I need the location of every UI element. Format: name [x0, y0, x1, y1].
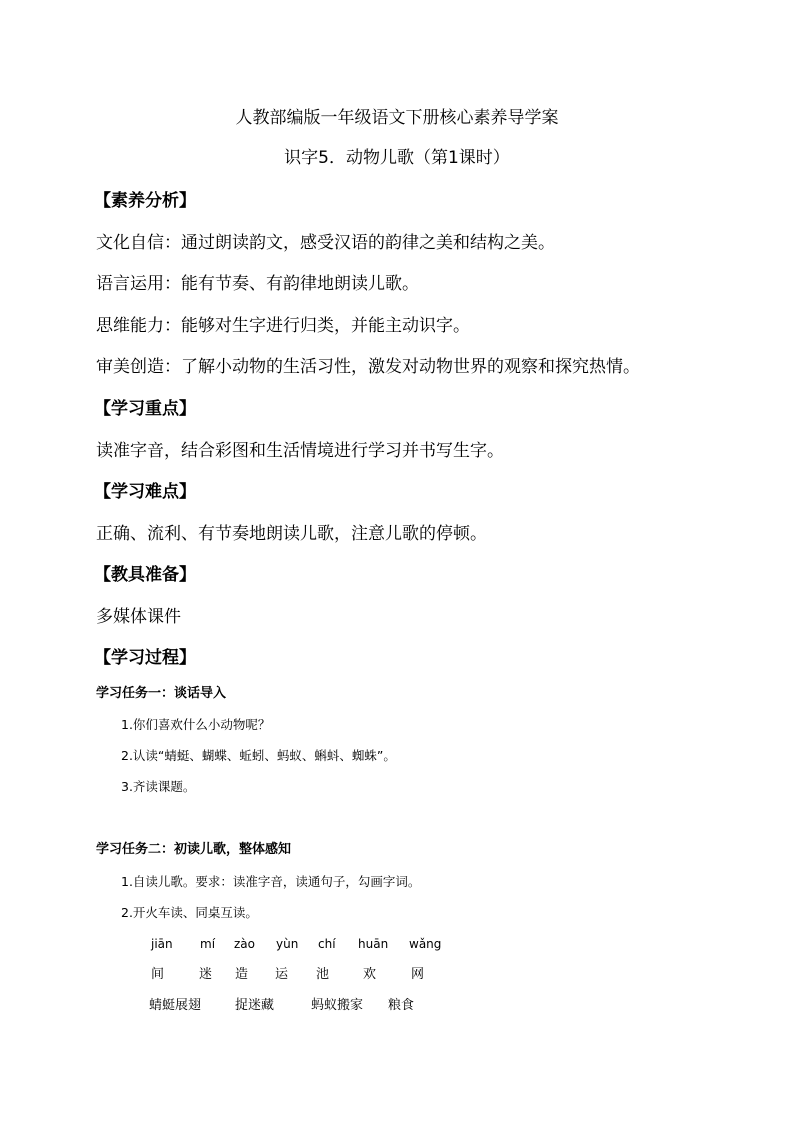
- word-liangshi: 粮食: [388, 998, 415, 1013]
- character-chi: 池: [316, 967, 330, 982]
- pinyin-mi: mí: [200, 937, 216, 951]
- task1-step-2: 2.认读“蜻蜓、蝴蝶、蚯蚓、蚂蚁、蝌蚪、蜘蛛”。: [121, 748, 396, 763]
- section-heading-materials: 【教具准备】: [94, 565, 196, 585]
- section-heading-key-points: 【学习重点】: [94, 399, 196, 419]
- character-wang: 网: [411, 967, 425, 982]
- section-heading-difficulties: 【学习难点】: [94, 482, 196, 502]
- character-mi: 迷: [199, 967, 213, 982]
- pinyin-huan: huān: [358, 937, 389, 951]
- task2-step-2: 2.开火车读、同桌互读。: [121, 905, 258, 920]
- word-mayi-banjia: 蚂蚁搬家: [311, 998, 364, 1013]
- task1-heading: 学习任务一：谈话导入: [96, 686, 227, 701]
- literacy-line-aesthetic: 审美创造：了解小动物的生活习性，激发对动物世界的观察和探究热情。: [96, 357, 640, 377]
- character-huan: 欢: [363, 967, 377, 982]
- literacy-line-language: 语言运用：能有节奏、有韵律地朗读儿歌。: [96, 274, 419, 294]
- section-heading-process: 【学习过程】: [94, 648, 196, 668]
- task2-heading: 学习任务二：初读儿歌，整体感知: [96, 842, 292, 857]
- literacy-line-culture: 文化自信：通过朗读韵文，感受汉语的韵律之美和结构之美。: [96, 233, 555, 253]
- pinyin-chi: chí: [318, 937, 336, 951]
- character-yun: 运: [275, 967, 289, 982]
- pinyin-zao: zào: [234, 937, 255, 951]
- section-heading-literacy: 【素养分析】: [94, 191, 196, 211]
- document-subtitle: 识字5．动物儿歌（第1课时）: [284, 148, 510, 168]
- character-jian: 间: [151, 967, 165, 982]
- key-points-text: 读准字音，结合彩图和生活情境进行学习并书写生字。: [96, 441, 504, 461]
- task1-step-1: 1.你们喜欢什么小动物呢？: [121, 717, 271, 732]
- word-qingting-zhanchi: 蜻蜓展翅: [149, 998, 202, 1013]
- difficulties-text: 正确、流利、有节奏地朗读儿歌，注意儿歌的停顿。: [96, 524, 487, 544]
- word-zhuomicang: 捉迷藏: [235, 998, 275, 1013]
- literacy-line-thinking: 思维能力：能够对生字进行归类，并能主动识字。: [96, 316, 470, 336]
- task2-step-1: 1.自读儿歌。要求：读准字音，读通句子，勾画字词。: [121, 874, 421, 889]
- document-title: 人教部编版一年级语文下册核心素养导学案: [235, 108, 559, 128]
- materials-text: 多媒体课件: [96, 607, 181, 627]
- pinyin-yun: yùn: [276, 937, 299, 951]
- pinyin-jian: jiān: [151, 937, 173, 951]
- pinyin-wang: wǎng: [409, 937, 442, 951]
- character-zao: 造: [235, 967, 249, 982]
- task1-step-3: 3.齐读课题。: [121, 779, 196, 794]
